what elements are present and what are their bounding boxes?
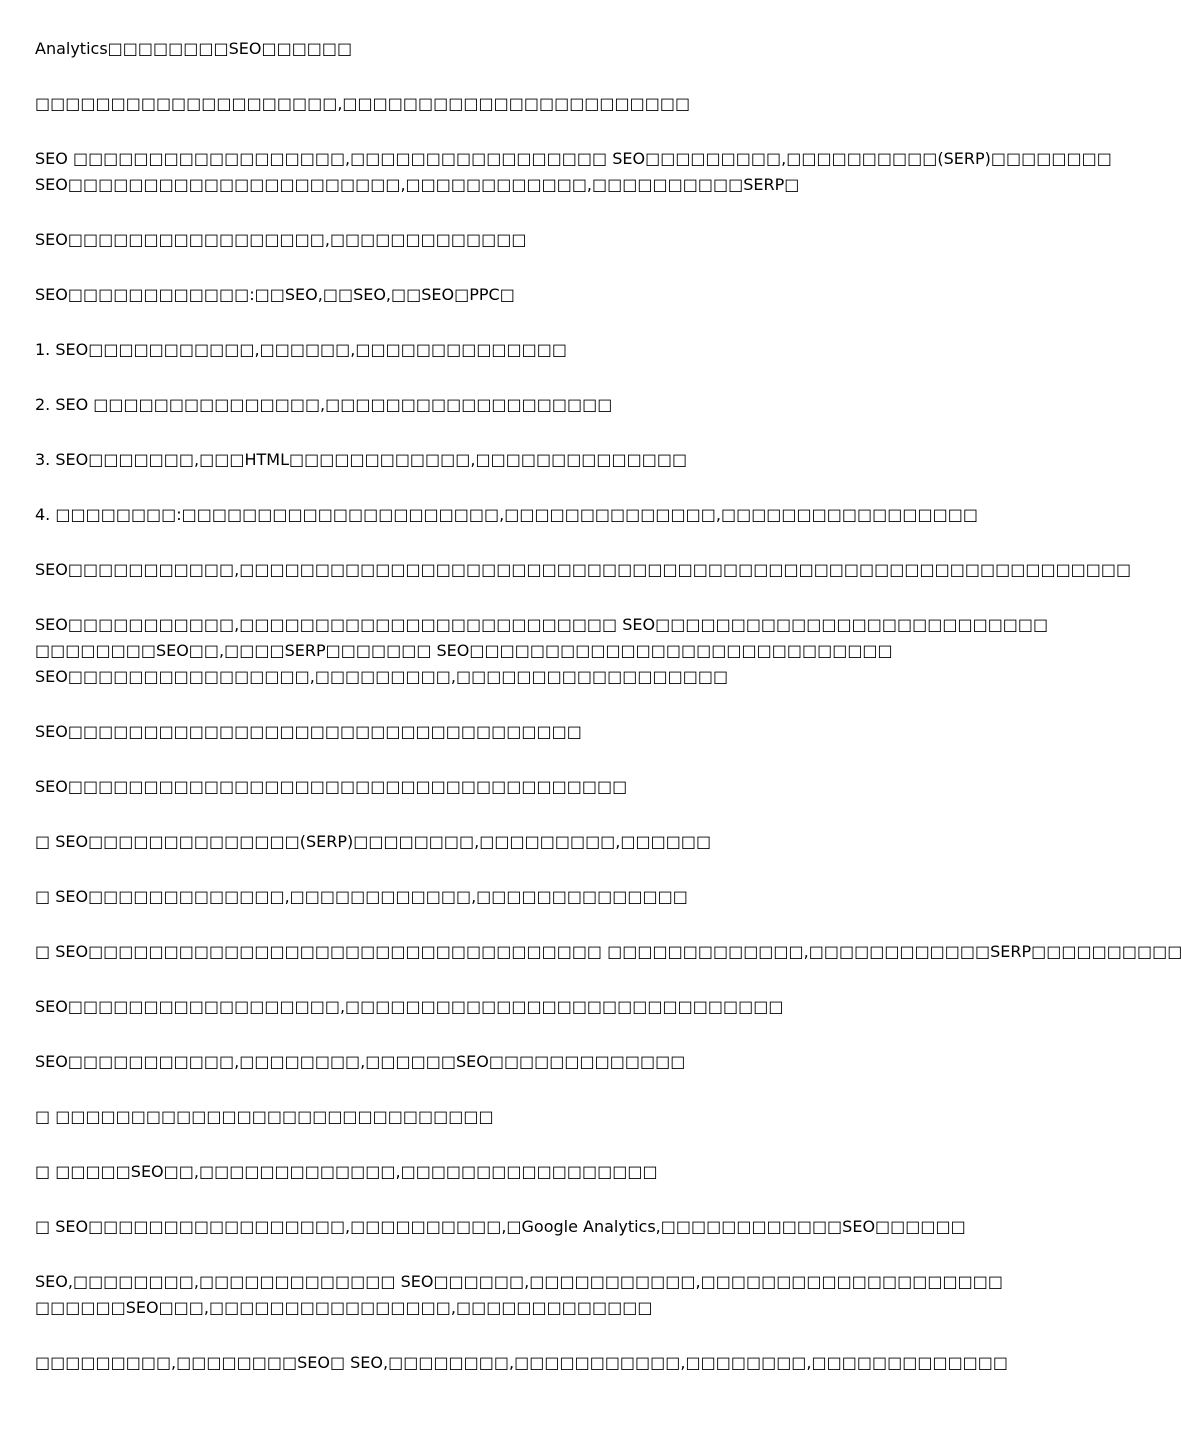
- paragraph-line: □□□□□□□□□,□□□□□□□□SEO□ SEO,□□□□□□□□,□□□□□□□□□□□,□□□□□□□□,□□□□□□□□□□□□□: [35, 1353, 1009, 1372]
- paragraph-line: 4. □□□□□□□□:□□□□□□□□□□□□□□□□□□□□□,□□□□□□□□□□□□□□,□□□□□□□□□□□□□□□□□: [35, 505, 978, 524]
- paragraph: [35, 1159, 995, 1185]
- paragraph: [35, 36, 995, 62]
- paragraph-line: □□□□□□□□SEO□□,□□□□SERP□□□□□□□ SEO□□□□□□□□□□□□□□□□□□□□□□□□□□□□: [35, 641, 893, 660]
- paragraph-line: SEO□□□□□□□□□□□□:□□SEO,□□SEO,□□SEO□PPC□: [35, 285, 515, 304]
- paragraph-line: 2. SEO □□□□□□□□□□□□□□□,□□□□□□□□□□□□□□□□□□□: [35, 395, 613, 414]
- paragraph-line: SEO□□□□□□□□□□□□□□□□□□□□□□□□□□□□□□□□□□□□□: [35, 777, 628, 796]
- paragraph-line: SEO□□□□□□□□□□□□□□□□□□,□□□□□□□□□□□□□□□□□□□□□□□□□□□□□: [35, 997, 784, 1016]
- paragraph-line: SEO,□□□□□□□□,□□□□□□□□□□□□□ SEO□□□□□□,□□□□□□□□□□□,□□□□□□□□□□□□□□□□□□□□: [35, 1272, 1003, 1291]
- paragraph-line: Analytics□□□□□□□□SEO□□□□□□: [35, 39, 353, 58]
- paragraph: [35, 557, 1132, 583]
- paragraph-line: 3. SEO□□□□□□□,□□□HTML□□□□□□□□□□□□,□□□□□□□□□□□□□□: [35, 450, 688, 469]
- paragraph: [35, 719, 995, 745]
- paragraph-line: SEO□□□□□□□□□□□,□□□□□□□□□□□□□□□□□□□□□□□□□□□□□□□□□□□□□□□□□□□□□□□□□□□□□□□□□□□: [35, 560, 1132, 579]
- paragraph-line: □ □□□□□SEO□□,□□□□□□□□□□□□□,□□□□□□□□□□□□□□□□□: [35, 1162, 658, 1181]
- paragraph: [35, 447, 995, 473]
- paragraph: [35, 939, 1182, 965]
- paragraph: [35, 1269, 1003, 1321]
- paragraph: [35, 1350, 1009, 1376]
- paragraph: [35, 884, 995, 910]
- paragraph: [35, 146, 1112, 198]
- paragraph-line: 1. SEO□□□□□□□□□□□,□□□□□□,□□□□□□□□□□□□□□: [35, 340, 568, 359]
- paragraph: [35, 337, 995, 363]
- paragraph: [35, 502, 995, 528]
- paragraph: [35, 1214, 995, 1240]
- paragraph-line: □□□□□□□□□□□□□□□□□□□□,□□□□□□□□□□□□□□□□□□□□□□□: [35, 94, 691, 113]
- paragraph-line: □ □□□□□□□□□□□□□□□□□□□□□□□□□□□□□: [35, 1107, 494, 1126]
- paragraph-line: □□□□□□SEO□□□,□□□□□□□□□□□□□□□□,□□□□□□□□□□□□□: [35, 1298, 653, 1317]
- paragraph-line: SEO□□□□□□□□□□□,□□□□□□□□□□□□□□□□□□□□□□□□□ SEO□□□□□□□□□□□□□□□□□□□□□□□□□□: [35, 615, 1049, 634]
- paragraph-line: □ SEO□□□□□□□□□□□□□□□□□□□□□□□□□□□□□□□□□□ □□□□□□□□□□□□□,□□□□□□□□□□□□SERP□□□□□□□□□□: [35, 942, 1182, 961]
- paragraph-line: □ SEO□□□□□□□□□□□□□□□□□,□□□□□□□□□□,□Google Analytics,□□□□□□□□□□□□SEO□□□□□□: [35, 1217, 966, 1236]
- paragraph: [35, 829, 995, 855]
- paragraph: [35, 994, 995, 1020]
- paragraph: [35, 774, 995, 800]
- paragraph-line: □ SEO□□□□□□□□□□□□□□(SERP)□□□□□□□□,□□□□□□□□□,□□□□□□: [35, 832, 712, 851]
- paragraph-line: SEO□□□□□□□□□□□□□□□□,□□□□□□□□□,□□□□□□□□□□□□□□□□□□: [35, 667, 729, 686]
- paragraph-line: SEO□□□□□□□□□□□,□□□□□□□□,□□□□□□SEO□□□□□□□□□□□□□: [35, 1052, 686, 1071]
- paragraph-line: SEO □□□□□□□□□□□□□□□□□□,□□□□□□□□□□□□□□□□□ SEO□□□□□□□□□,□□□□□□□□□□(SERP)□□□□□□□□: [35, 149, 1112, 168]
- paragraph: [35, 227, 995, 253]
- paragraph-line: □ SEO□□□□□□□□□□□□□,□□□□□□□□□□□□,□□□□□□□□□□□□□□: [35, 887, 688, 906]
- paragraph-line: SEO□□□□□□□□□□□□□□□□□□□□□□□□□□□□□□□□□□: [35, 722, 582, 741]
- paragraph: [35, 392, 995, 418]
- paragraph-line: SEO□□□□□□□□□□□□□□□□□,□□□□□□□□□□□□□: [35, 230, 527, 249]
- paragraph: [35, 1104, 995, 1130]
- paragraph: [35, 612, 1049, 690]
- paragraph: [35, 282, 995, 308]
- paragraph: [35, 91, 995, 117]
- paragraph-line: SEO□□□□□□□□□□□□□□□□□□□□□□,□□□□□□□□□□□□,□□□□□□□□□□SERP□: [35, 175, 800, 194]
- paragraph: [35, 1049, 995, 1075]
- document-body: [35, 36, 1182, 1405]
